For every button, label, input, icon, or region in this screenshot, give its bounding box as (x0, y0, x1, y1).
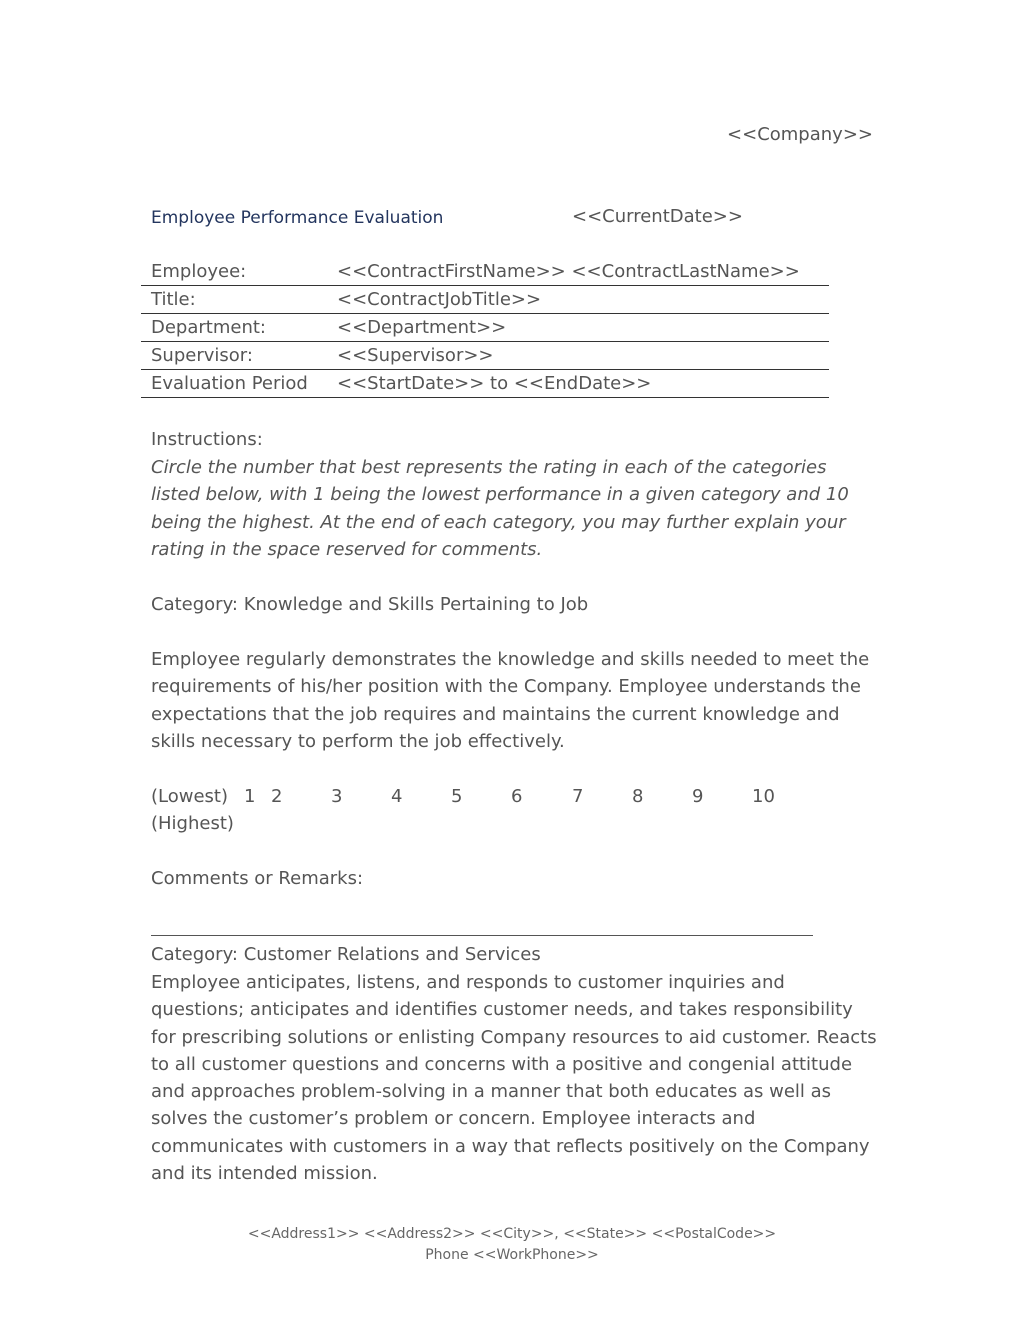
instructions-label: Instructions: (151, 429, 263, 450)
info-label: Title: (151, 289, 196, 310)
current-date: <<CurrentDate>> (572, 206, 743, 227)
rating-option-4[interactable]: 4 (391, 786, 403, 807)
info-row-title (141, 286, 829, 314)
rating-option-10[interactable]: 10 (752, 786, 775, 807)
page-footer (0, 1224, 1024, 1266)
employee-info-table (141, 258, 829, 398)
info-label: Evaluation Period (151, 373, 308, 394)
rating-option-3[interactable]: 3 (331, 786, 343, 807)
rating-lowest-label: (Lowest) (151, 786, 229, 807)
category-heading: Category: Customer Relations and Services (151, 944, 541, 965)
footer-address: <<Address1>> <<Address2>> <<City>>, <<State>> <<PostalCode>> (247, 1226, 777, 1242)
info-value: <<ContractJobTitle>> (337, 289, 542, 310)
info-label: Supervisor: (151, 345, 253, 366)
rating-option-5[interactable]: 5 (451, 786, 463, 807)
info-label: Employee: (151, 261, 247, 282)
category-heading: Category: Knowledge and Skills Pertaining to Job (151, 594, 589, 615)
info-row-evaluation-period (141, 370, 829, 398)
info-value: <<Supervisor>> (337, 345, 494, 366)
footer-phone: Phone <<WorkPhone>> (425, 1247, 599, 1263)
comments-label: Comments or Remarks: (151, 868, 364, 889)
info-row-supervisor (141, 342, 829, 370)
rating-option-1[interactable]: 1 (244, 786, 256, 807)
info-label: Department: (151, 317, 266, 338)
info-row-department (141, 314, 829, 342)
rating-option-8[interactable]: 8 (632, 786, 644, 807)
info-value: <<StartDate>> to <<EndDate>> (337, 373, 652, 394)
info-value: <<Department>> (337, 317, 507, 338)
instructions-text: Circle the number that best represents the rating in each of the categories listed below, with 1 being the lowest performance in a given category and 10 being the highest. At the end of each category, you may further explain your rating in the space reserved for comments. (151, 457, 849, 560)
rating-option-6[interactable]: 6 (511, 786, 523, 807)
rating-scale (151, 783, 851, 810)
company-name: <<Company>> (727, 124, 873, 145)
info-row-employee (141, 258, 829, 286)
document-title: Employee Performance Evaluation (151, 208, 444, 228)
rating-highest-label: (Highest) (151, 813, 234, 834)
rating-option-2[interactable]: 2 (271, 786, 283, 807)
rating-option-9[interactable]: 9 (692, 786, 704, 807)
info-value: <<ContractFirstName>> <<ContractLastName>> (337, 261, 800, 282)
category-description: Employee regularly demonstrates the knowledge and skills needed to meet the requirements of his/her position with the Company. Employee understands the expectations that the job requires and maintains the current knowledge and skills necessary to perform the job effectively. (151, 649, 870, 752)
rating-option-7[interactable]: 7 (572, 786, 584, 807)
category-description: Employee anticipates, listens, and responds to customer inquiries and questions; anticipates and identifies customer needs, and takes responsibility for prescribing solutions or enlisting Company resources to aid customer. Reacts to all customer questions and concerns with a positive and congenial attitude and approaches problem-solving in a manner that both educates as well as solves the customer’s problem or concern. Employee interacts and communicates with customers in a way that reflects positively on the Company and its intended mission. (151, 972, 877, 1185)
comments-line[interactable] (151, 935, 813, 936)
